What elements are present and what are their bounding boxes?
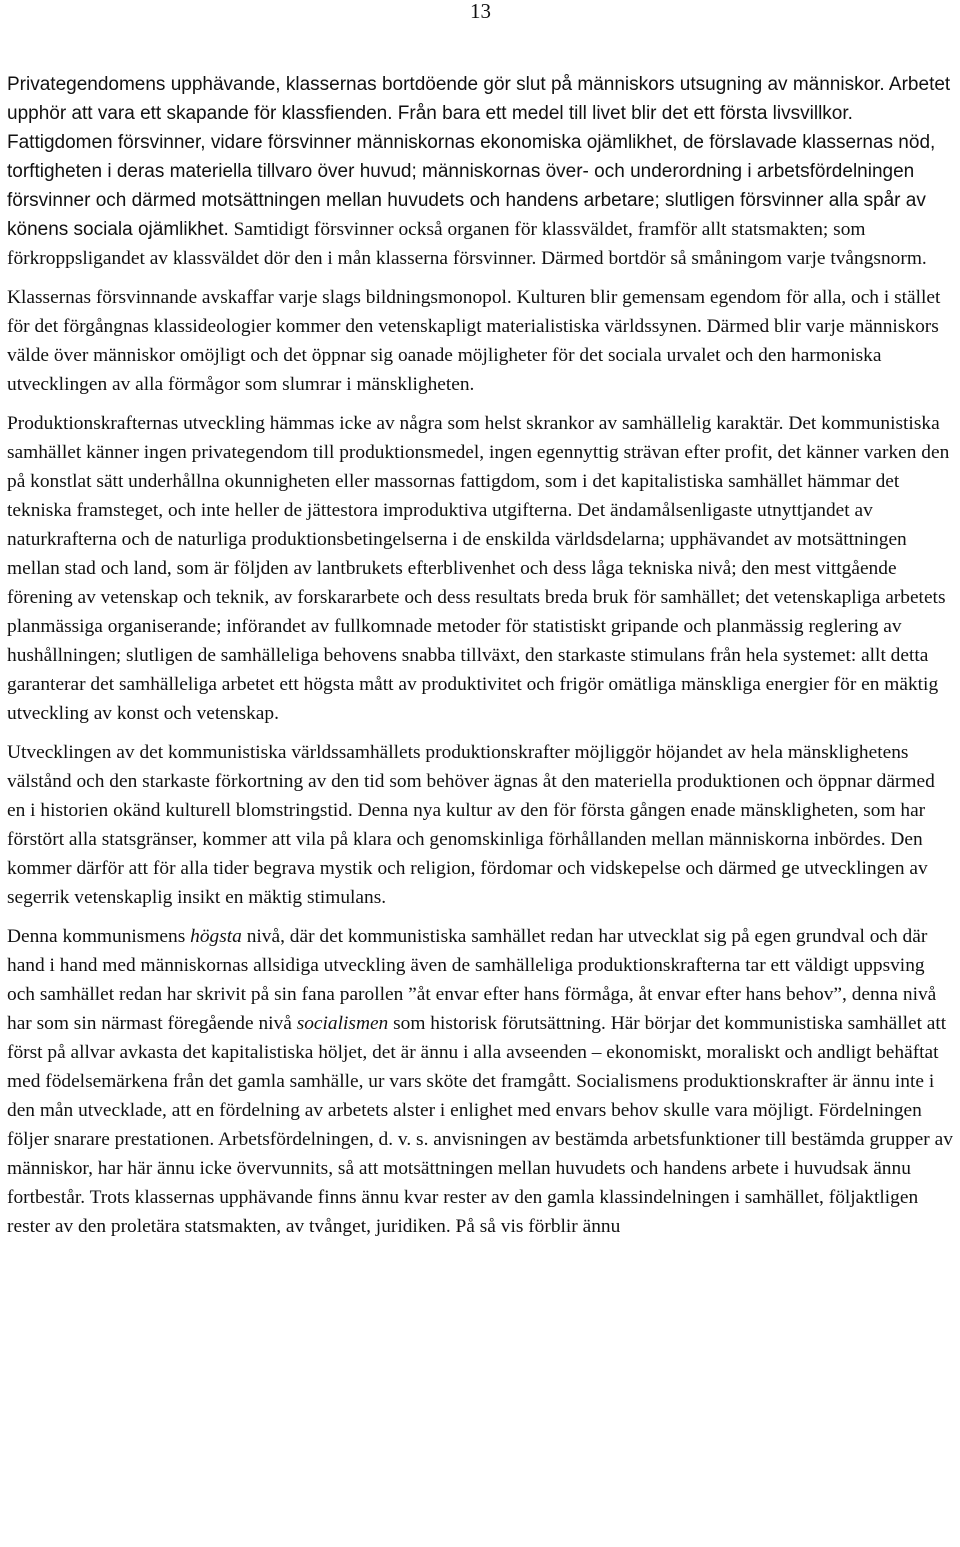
paragraph-1 bbox=[7, 70, 955, 273]
paragraph-4: Utvecklingen av det kommunistiska världssamhällets produktionskrafter möjliggör höjandet av hela mänsklighetens välstånd och den starkaste förkortning av den tid som behöver ägnas åt den materiella produktionen och öppnar därmed en i historien okänd kulturell blomstringstid. Denna nya kultur av den för första gången enade mänskligheten, som har förstört alla statsgränser, kommer att vila på klara och genomskinliga förhållanden mellan människorna inbördes. Den kommer därför att för alla tider begrava mystik och religion, fördomar och vidskepelse och därmed ge utvecklingen av segerrik vetenskaplig insikt en mäktig stimulans. bbox=[7, 742, 935, 908]
paragraph-5-part-1: Denna kommunismens bbox=[7, 926, 191, 947]
paragraph-1-lead: Privategendomens upphävande, klassernas bortdöende gör slut på människors utsugning av människor. Arbetet upphör att vara ett skapande för klassfienden. Från bara ett medel till livet blir det ett första livsvillkor. Fattigdomen försvinner, vidare försvinner människornas ekonomiska ojämlikhet, de förslavade klassernas nöd, torftigheten i deras materiella tillvaro över huvud; människornas över- och underordning i arbetsfördelningen försvinner och därmed motsättningen mellan huvudets och handens arbetare; slutligen försvinner alla spår av könens sociala ojämlikhet. bbox=[7, 74, 951, 240]
paragraph-5-italic-socialismen: socialismen bbox=[296, 1013, 389, 1034]
paragraph-5-italic-hogsta: högsta bbox=[190, 926, 242, 947]
paragraph-2: Klassernas försvinnande avskaffar varje slags bildningsmonopol. Kulturen blir gemensam egendom för alla, och i stället för det förgångnas klassideologier kommer den vetenskapligt materialistiska världssynen. Därmed blir varje människors välde över människor omöjligt och det öppnar sig oanade möjligheter för det sociala urvalet och den harmoniska utvecklingen av alla förmågor som slumrar i mänskligheten. bbox=[7, 287, 941, 395]
paragraph-5-part-3: som historisk förutsättning. Här börjar det kommunistiska samhället att först på allvar avkasta det kapitalistiska höljet, det är ännu i alla avseenden – ekonomiskt, moraliskt och andligt behäftat med födelsemärkena från det gamla samhälle, ur vars sköte det framgått. Socialismens produktionskrafter är ännu inte i den mån utvecklade, att en fördelning av arbetets alster i enlighet med envars behov skulle vara möjligt. Fördelningen följer snarare prestationen. Arbetsfördelningen, d. v. s. anvisningen av bestämda arbetsfunktioner till bestämda grupper av människor, har här ännu icke övervunnits, så att motsättningen mellan huvudets och handens arbete i huvudsak ännu fortbestår. Trots klassernas upphävande finns ännu kvar rester av den gamla klassindelningen i samhället, följaktligen rester av den proletära statsmakten, av tvånget, juridiken. På så vis förblir ännu bbox=[7, 1013, 953, 1237]
page-number: 13 bbox=[470, 0, 491, 23]
paragraph-1-rest: Samtidigt försvinner också organen för klassväldet, framför allt statsmakten; som förkroppsligandet av klassväldet dör den i mån klasserna försvinner. Därmed bortdör så småningom varje tvångsnorm. bbox=[7, 219, 927, 269]
document-body bbox=[7, 70, 955, 1251]
paragraph-5-part-2: nivå, där det kommunistiska samhället redan har utvecklat sig på egen grundval och där hand i hand med människornas allsidiga utveckling även de samhälleliga produktionskrafterna tar ett väldigt uppsving och samhället redan har skrivit på sin fana parollen ”åt envar efter hans förmåga, åt envar efter hans behov”, denna nivå har som sin närmast föregående nivå bbox=[7, 926, 937, 1034]
paragraph-3: Produktionskrafternas utveckling hämmas icke av några som helst skrankor av samhällelig karaktär. Det kommunistiska samhället känner ingen privategendom till produktionsmedel, ingen egennyttig strävan efter profit, det känner varken den på konstlat sätt underhållna okunnigheten eller massornas fattigdom, som i det kapitalistiska samhället hämmar det tekniska framsteget, och inte heller de jättestora improduktiva utgifterna. Det ändamålsenligaste utnyttjandet av naturkrafterna och de naturliga produktionsbetingelserna i de enskilda världsdelarna; upphävandet av motsättningen mellan stad och land, som är följden av lantbrukets efterblivenhet och dess låga tekniska nivå; den mest vittgående förening av vetenskap och teknik, av forskararbete och dess resultats breda bruk för samhället; det vetenskapliga arbetets planmässiga organiserande; införandet av fullkomnade metoder för statistiskt gripande och planmässig reglering av hushållningen; slutligen de samhälleliga behovens snabba tillväxt, den starkaste stimulans från hela systemet: allt detta garanterar det samhälleliga arbetet ett högsta mått av produktivitet och frigör omätliga mänskliga energier för en mäktig utveckling av konst och vetenskap. bbox=[7, 413, 950, 724]
paragraph-5 bbox=[7, 922, 955, 1241]
